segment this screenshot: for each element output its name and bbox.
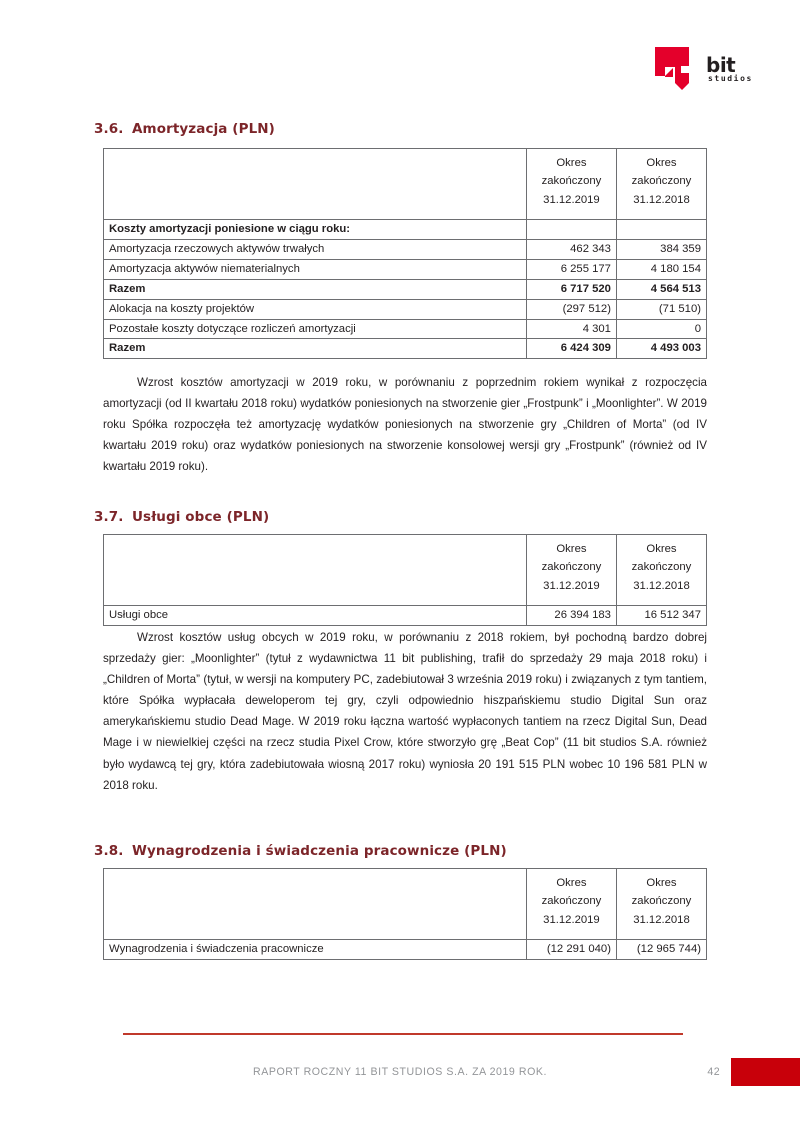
table-row [104, 279, 707, 299]
table-row [104, 606, 707, 626]
section-heading-3-7 [94, 509, 269, 525]
logo-subtitle: studios [708, 74, 753, 83]
table-row [104, 319, 707, 339]
footer-text: RAPORT ROCZNY 11 BIT STUDIOS S.A. ZA 2019 ROK. [253, 1066, 547, 1078]
header-line-1: Okres [556, 157, 587, 169]
row-label: Razem [104, 339, 527, 359]
table-header-row [104, 869, 707, 940]
header-line-2: zakończony [541, 561, 602, 574]
row-label: Amortyzacja aktywów niematerialnych [104, 259, 527, 279]
table-row [104, 940, 707, 960]
table-header-row [104, 149, 707, 220]
header-line-2: zakończony [631, 561, 692, 574]
header-line-3: 31.12.2019 [543, 579, 600, 592]
amortyzacja-table [103, 148, 707, 359]
section-heading-3-6 [94, 121, 275, 137]
header-line-2: zakończony [541, 175, 602, 188]
header-line-2: zakończony [631, 895, 692, 908]
section-number-3-7: 3.7. [94, 509, 124, 525]
paragraph-3-7: Wzrost kosztów usług obcych w 2019 roku, w porównaniu z 2018 rokiem, był pochodną bardzo dobrej sprzedaży gier: „Moonlighter” (tytuł z wydawnictwa 11 bit publishing, trafił do sprzedaży 29 maja 2018 roku) i „Children of Morta” (tytuł, w wersji na komputery PC, zadebiutował 3 września 2019 roku) i związanych z tym tantiem, które Spółka wypłacała deweloperom tej gry, czyli odpowiednio hiszpańskiemu studio Digital Sun oraz amerykańskiemu studio Dead Mage. W 2019 roku łączna wartość wypłaconych tantiem na rzecz Digital Sun, Dead Mage i w niewielkiej części na rzecz studia Pixel Crow, które stworzyło grę „Beat Cop” (11 bit studios S.A. również było wydawcą tej gry, która zadebiutowała wiosną 2017 roku) wyniosła 20 191 515 PLN wobec 10 196 581 PLN w 2018 roku. [103, 631, 707, 792]
row-label: Razem [104, 279, 527, 299]
table-row [104, 239, 707, 259]
header-line-1: Okres [556, 543, 587, 555]
row-value-2018: (71 510) [616, 299, 706, 319]
wynagrodzenia-table [103, 868, 707, 960]
section-title-3-7: Usługi obce (PLN) [132, 509, 270, 525]
table-row [104, 339, 707, 359]
table-row [104, 259, 707, 279]
header-cell-2018 [616, 149, 706, 220]
row-value-2018: (12 965 744) [616, 940, 706, 960]
header-cell-2018 [616, 869, 706, 940]
header-line-3: 31.12.2019 [543, 193, 600, 206]
row-value-2019: (297 512) [526, 299, 616, 319]
paragraph-3-6: Wzrost kosztów amortyzacji w 2019 roku, w porównaniu z poprzednim rokiem wynikał z rozpoczęcia amortyzacji (od II kwartału 2018 roku) wydatków poniesionych na stworzenie gier „Frostpunk” i „Moonlighter”. W 2019 roku Spółka rozpoczęła też amortyzację wydatków poniesionych na stworzenie gry „Children of Morta” (od IV kwartału 2019 roku) oraz wydatków poniesionych na stworzenie konsolowej wersji gry „Frostpunk” (również od IV kwartału 2019 roku). [103, 376, 707, 474]
row-label: Pozostałe koszty dotyczące rozliczeń amortyzacji [104, 319, 527, 339]
row-value-2019: 6 424 309 [526, 339, 616, 359]
section-heading-3-8 [94, 843, 507, 859]
row-value-2018: 4 180 154 [616, 259, 706, 279]
row-label: Amortyzacja rzeczowych aktywów trwałych [104, 239, 527, 259]
row-value-2018: 16 512 347 [616, 606, 706, 626]
row-value-2019: 6 255 177 [526, 259, 616, 279]
row-label: Koszty amortyzacji poniesione w ciągu roku: [104, 220, 527, 240]
section-number-3-8: 3.8. [94, 843, 124, 859]
row-label: Alokacja na koszty projektów [104, 299, 527, 319]
header-cell-2018 [616, 535, 706, 606]
header-line-2: zakończony [631, 175, 692, 188]
row-value-2019 [526, 220, 616, 240]
company-logo [655, 47, 753, 95]
row-value-2019: (12 291 040) [526, 940, 616, 960]
header-cell-2019 [526, 869, 616, 940]
row-value-2018: 4 493 003 [616, 339, 706, 359]
table-row [104, 220, 707, 240]
header-blank-cell [104, 535, 527, 606]
header-line-1: Okres [646, 157, 677, 169]
corner-accent-block [731, 1058, 800, 1086]
table-row [104, 299, 707, 319]
header-line-1: Okres [646, 877, 677, 889]
section-number-3-6: 3.6. [94, 121, 124, 137]
row-label: Wynagrodzenia i świadczenia pracownicze [104, 940, 527, 960]
row-value-2018 [616, 220, 706, 240]
uslugi-obce-table [103, 534, 707, 626]
page-number: 42 [707, 1066, 720, 1078]
row-value-2019: 4 301 [526, 319, 616, 339]
header-line-1: Okres [556, 877, 587, 889]
header-line-2: zakończony [541, 895, 602, 908]
header-blank-cell [104, 869, 527, 940]
header-line-3: 31.12.2018 [633, 193, 690, 206]
header-blank-cell [104, 149, 527, 220]
row-value-2018: 0 [616, 319, 706, 339]
row-value-2019: 6 717 520 [526, 279, 616, 299]
header-line-3: 31.12.2018 [633, 579, 690, 592]
header-line-3: 31.12.2018 [633, 913, 690, 926]
logo-wordmark: bit [706, 53, 736, 77]
row-label: Usługi obce [104, 606, 527, 626]
header-cell-2019 [526, 535, 616, 606]
header-line-3: 31.12.2019 [543, 913, 600, 926]
footer-divider [123, 1033, 683, 1035]
row-value-2018: 384 359 [616, 239, 706, 259]
row-value-2019: 26 394 183 [526, 606, 616, 626]
eleven-bit-mark-icon [655, 47, 703, 90]
row-value-2019: 462 343 [526, 239, 616, 259]
header-cell-2019 [526, 149, 616, 220]
row-value-2018: 4 564 513 [616, 279, 706, 299]
table-header-row [104, 535, 707, 606]
section-title-3-6: Amortyzacja (PLN) [132, 121, 275, 137]
header-line-1: Okres [646, 543, 677, 555]
section-title-3-8: Wynagrodzenia i świadczenia pracownicze (PLN) [132, 843, 507, 859]
